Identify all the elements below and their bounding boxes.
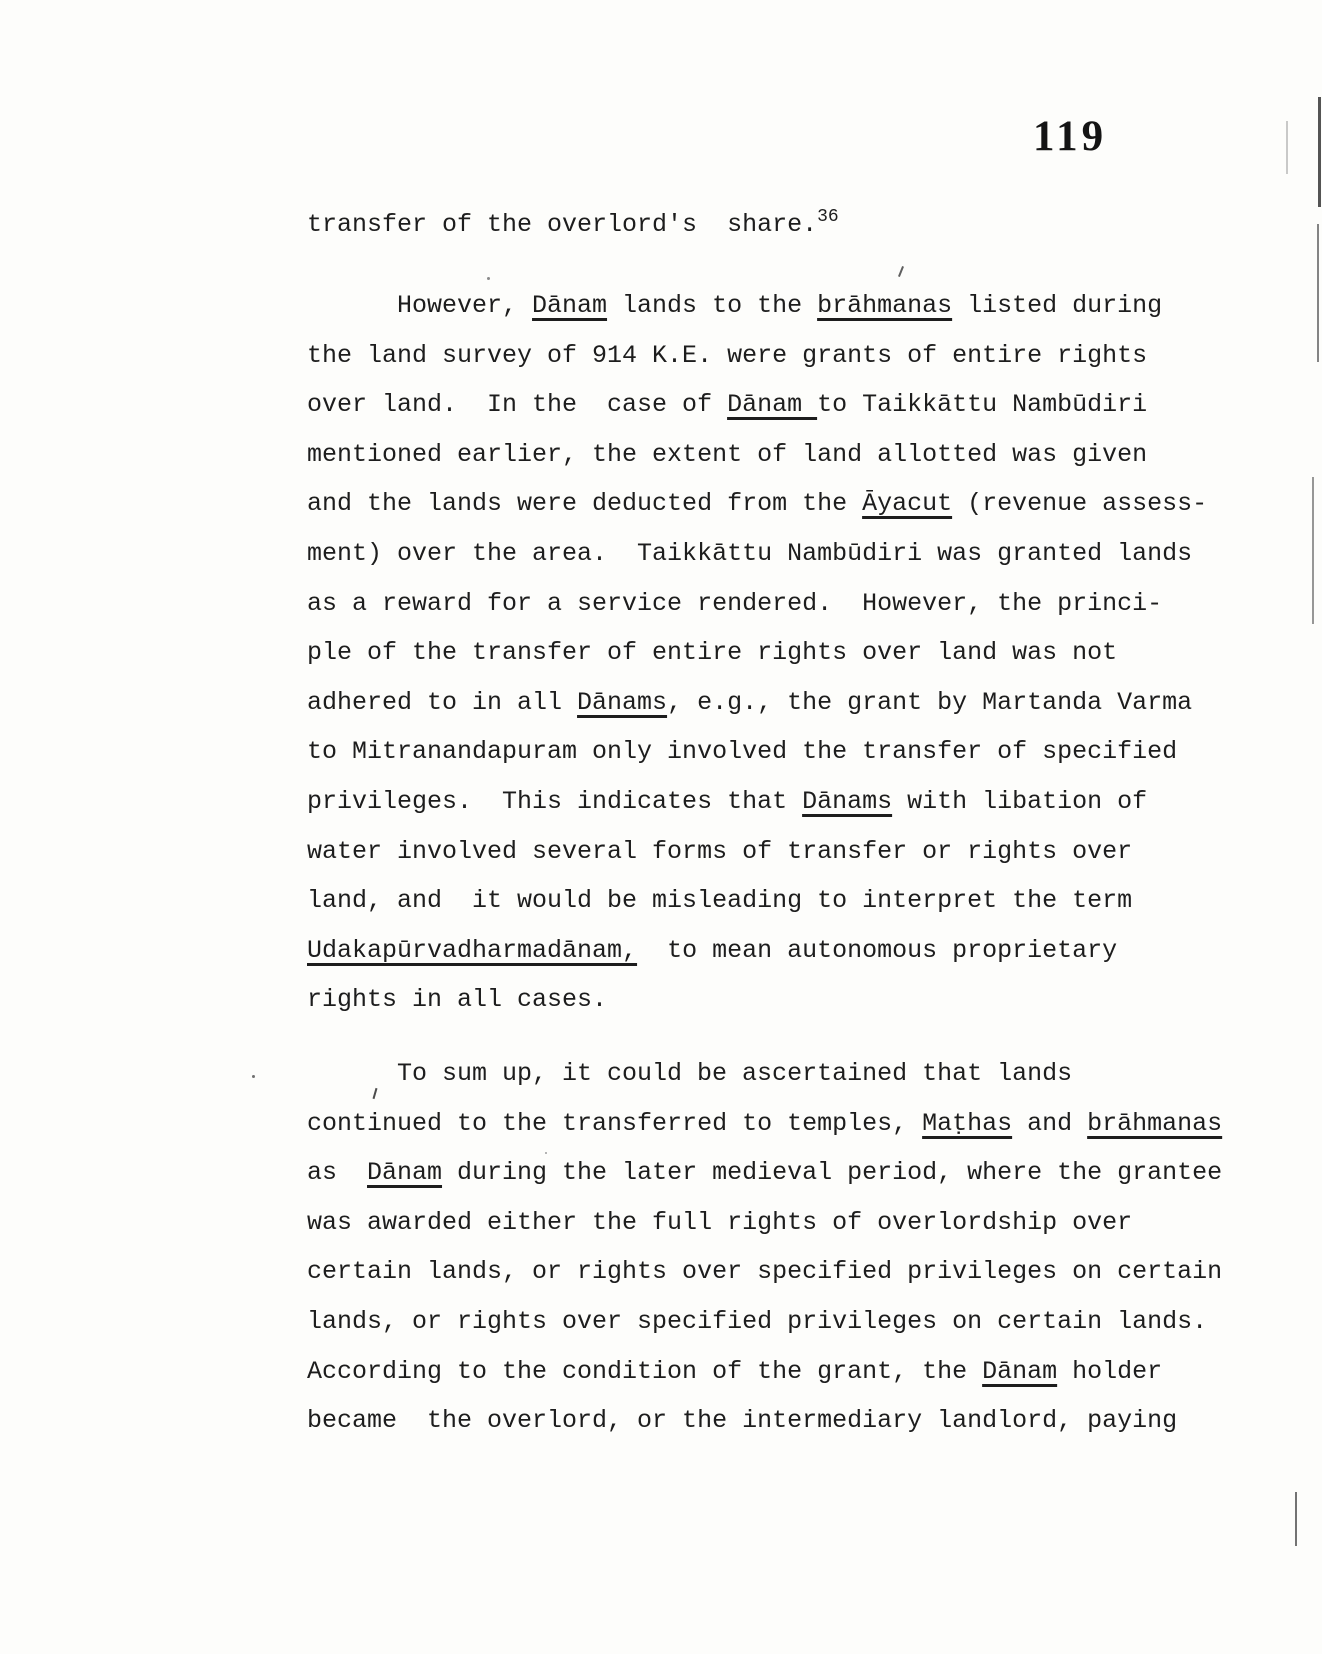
text-segment: privileges. This indicates that [307, 786, 803, 816]
text-segment: as [307, 1158, 368, 1188]
text-line [307, 479, 1207, 529]
text-segment: (revenue assess- [952, 489, 1208, 519]
underlined-term: brāhmanas [1087, 1108, 1223, 1138]
text-segment: lands, or rights over specified privileges on certain lands. [307, 1306, 1208, 1336]
underlined-term: Dānam [367, 1158, 443, 1188]
scan-speck [252, 1075, 255, 1078]
text-segment: rights in all cases. [307, 985, 608, 1015]
text-segment: transfer of the overlord's share. [307, 210, 818, 239]
text-segment: According to the condition of the grant, the [307, 1356, 983, 1386]
text-line [307, 876, 1207, 926]
text-line [307, 777, 1207, 827]
text-segment: over land. In the case of [307, 390, 728, 420]
text-segment: to Taikkāttu Nambūdiri [817, 390, 1148, 420]
text-segment: land, and it would be misleading to interpret the term [307, 886, 1133, 916]
text-line [307, 1049, 1222, 1099]
text-segment: to mean autonomous proprietary [637, 935, 1118, 965]
text-segment: ment) over the area. Taikkāttu Nambūdiri was granted lands [307, 538, 1193, 568]
text-segment: as a reward for a service rendered. However, the princi- [307, 588, 1163, 618]
paragraph-1 [307, 281, 1207, 1025]
text-segment: ple of the transfer of entire rights over land was not [307, 638, 1118, 668]
text-line [307, 281, 1207, 331]
text-segment: adhered to in all [307, 687, 578, 717]
text-line [307, 827, 1207, 877]
underlined-term: Udakapūrvadharmadānam, [307, 935, 638, 965]
text-line [307, 1198, 1222, 1248]
continuation-line-block [307, 193, 839, 243]
scan-artifact-line [1312, 477, 1314, 624]
text-line [307, 193, 839, 243]
scan-artifact-line [1317, 224, 1319, 362]
underlined-term: Dānam [982, 1356, 1058, 1386]
underlined-term: Maṭhas [922, 1108, 1013, 1138]
text-segment: continued to the transferred to temples, [307, 1108, 923, 1138]
text-segment: with libation of [892, 786, 1148, 816]
text-line [307, 430, 1207, 480]
text-segment: mentioned earlier, the extent of land allotted was given [307, 439, 1148, 469]
text-segment: water involved several forms of transfer or rights over [307, 836, 1133, 866]
footnote-reference: 36 [817, 207, 839, 227]
text-segment: to Mitranandapuram only involved the transfer of specified [307, 737, 1178, 767]
underlined-term: Dānams [802, 786, 893, 816]
text-segment: To sum up, it could be ascertained that lands [397, 1059, 1073, 1088]
text-segment: , e.g., the grant by Martanda Varma [667, 687, 1193, 717]
text-line [307, 678, 1207, 728]
text-line [307, 1148, 1222, 1198]
text-segment: during the later medieval period, where the grantee [442, 1158, 1223, 1188]
text-segment: and [1012, 1108, 1088, 1138]
text-segment: holder [1057, 1356, 1163, 1386]
text-segment: listed during [952, 291, 1163, 320]
text-line [307, 727, 1207, 777]
text-line [307, 975, 1207, 1025]
text-segment: became the overlord, or the intermediary landlord, paying [307, 1406, 1178, 1436]
underlined-term: Dānams [577, 687, 668, 717]
text-line [307, 628, 1207, 678]
text-line [307, 331, 1207, 381]
paragraph-2 [307, 1049, 1222, 1446]
text-line [307, 1099, 1222, 1149]
scan-artifact-line [1295, 1492, 1297, 1546]
text-line [307, 1247, 1222, 1297]
scan-artifact-line [1286, 121, 1288, 174]
text-line [307, 1347, 1222, 1397]
underlined-term: Dānam [727, 390, 818, 420]
text-line [307, 380, 1207, 430]
page-number: 119 [1033, 113, 1108, 160]
text-line [307, 579, 1207, 629]
underlined-term: brāhmanas [817, 291, 953, 320]
underlined-term: Āyacut [862, 489, 953, 519]
text-line [307, 529, 1207, 579]
scan-speck [898, 266, 904, 277]
underlined-term: Dānam [532, 291, 608, 320]
text-segment: was awarded either the full rights of overlordship over [307, 1207, 1133, 1237]
text-segment: and the lands were deducted from the [307, 489, 863, 519]
scan-speck [487, 277, 490, 280]
text-segment: certain lands, or rights over specified privileges on certain [307, 1257, 1223, 1287]
text-line [307, 1396, 1222, 1446]
scan-artifact-line [1318, 97, 1321, 207]
text-segment: lands to the [607, 291, 818, 320]
text-line [307, 1297, 1222, 1347]
text-segment: the land survey of 914 K.E. were grants of entire rights [307, 340, 1148, 370]
text-line [307, 926, 1207, 976]
text-segment: However, [397, 291, 533, 320]
